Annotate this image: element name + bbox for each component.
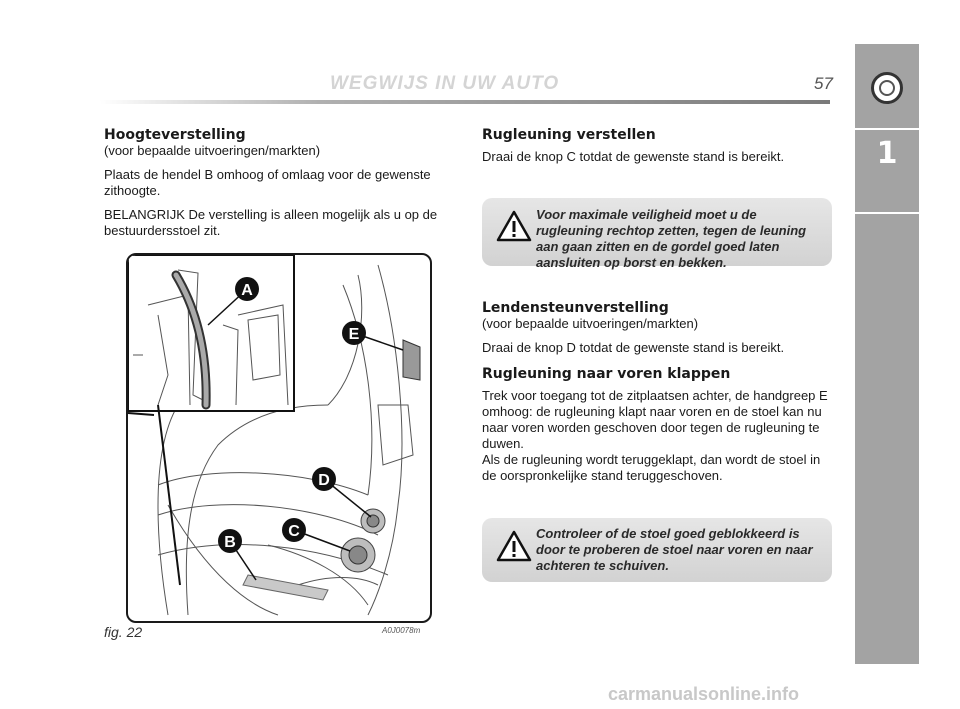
label-e-text: E: [348, 326, 360, 343]
watermark: carmanualsonline.info: [608, 684, 800, 704]
fold-return-note: Als de rugleuning wordt teruggeklapt, dan wordt de stoel in de oorspronkelijke stand teruggeschoven.: [482, 452, 821, 483]
height-important-note: BELANGRIJK De verstelling is alleen mogelijk als u op de bestuurdersstoel zit.: [104, 207, 438, 238]
alfa-romeo-logo-icon: [871, 72, 903, 104]
section-title-backrest: Rugleuning verstellen: [482, 127, 656, 143]
label-c-marker: [282, 518, 306, 542]
figure-labels: [128, 255, 430, 621]
label-c-text: C: [288, 523, 300, 540]
fold-instruction: Trek voor toegang tot de zitplaatsen achter, de handgreep E omhoog: de rugleuning klapt naar voren en de stoel kan nu naar voren worden geschoven door tegen de rugleuning te duwen.: [482, 388, 828, 451]
lumbar-instruction: Draai de knop D totdat de gewenste stand is bereikt.: [482, 340, 785, 355]
figure-caption: fig. 22: [104, 624, 143, 640]
section-title-height: Hoogteverstelling: [104, 127, 246, 143]
section-subtitle-lumbar: (voor bepaalde uitvoeringen/markten): [482, 316, 699, 331]
side-tab: [855, 44, 919, 664]
label-b-text: B: [224, 534, 236, 551]
label-b-marker: [218, 529, 242, 553]
header-rule: [100, 100, 830, 104]
height-instruction: Plaats de hendel B omhoog of omlaag voor de gewenste zithoogte.: [104, 167, 431, 198]
figure-code: A0J0078m: [382, 626, 421, 635]
warning-text-backrest: Voor maximale veiligheid moet u de rugleuning rechtop zetten, tegen de leuning aan gaan zitten en de gordel goed laten aansluiten op borst en bekken.: [536, 207, 807, 270]
label-a-marker: [235, 277, 259, 301]
warning-triangle-icon: [496, 530, 532, 562]
backrest-instruction: Draai de knop C totdat de gewenste stand is bereikt.: [482, 149, 785, 164]
section-title-fold: Rugleuning naar voren klappen: [482, 366, 731, 382]
tab-separator: [855, 212, 919, 214]
warning-box-backrest: [482, 198, 832, 270]
lumbar-section: [482, 300, 832, 484]
header-title: WEGWIJS IN UW AUTO: [330, 73, 560, 94]
seat-figure: [126, 253, 432, 623]
section-subtitle-height: (voor bepaalde uitvoeringen/markten): [104, 143, 321, 158]
left-column: [104, 127, 456, 239]
label-d-marker: [312, 467, 336, 491]
warning-text-seat-lock: Controleer of de stoel goed geblokkeerd is door te proberen de stoel naar voren en naar achteren te schuiven.: [536, 526, 813, 573]
backrest-section: [482, 127, 832, 165]
label-a-text: A: [241, 282, 253, 299]
page-number: 57: [814, 74, 833, 93]
section-title-lumbar: Lendensteunverstelling: [482, 300, 669, 316]
chapter-number: 1: [876, 136, 898, 171]
warning-box-seat-lock: [482, 518, 832, 582]
label-e-marker: [342, 321, 366, 345]
label-d-text: D: [318, 472, 330, 489]
warning-triangle-icon: [496, 210, 532, 242]
tab-separator: [855, 128, 919, 130]
